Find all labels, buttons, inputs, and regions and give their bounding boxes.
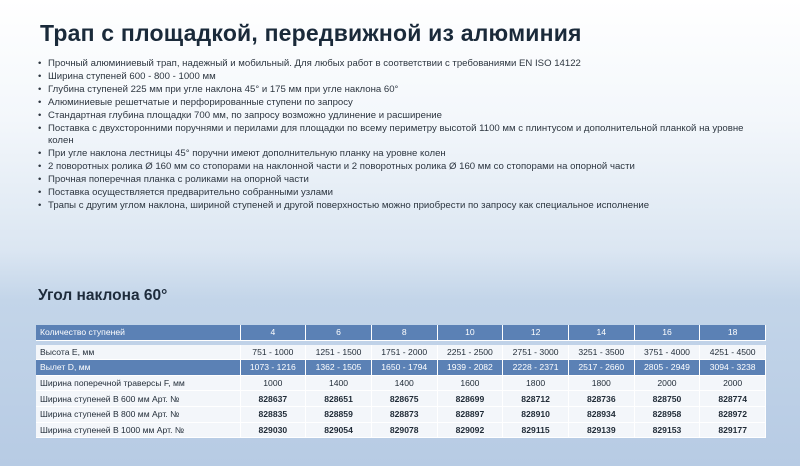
feature-item: • Глубина ступеней 225 мм при угле наклона 45° и 175 мм при угле наклона 60°	[38, 84, 768, 97]
table-cell: 1251 - 1500	[306, 345, 372, 360]
table-cell: 828675	[371, 391, 437, 407]
feature-item: • Алюминиевые решетчатые и перфорированные ступени по запросу	[38, 97, 768, 110]
table-cell: 828712	[503, 391, 569, 407]
section-title: Угол наклона 60°	[38, 287, 168, 304]
header-steps-cell: 14	[568, 325, 634, 340]
table-cell: 3094 - 3238	[700, 360, 766, 376]
table-cell: 828699	[437, 391, 503, 407]
feature-item: • Поставка осуществляется предварительно собранными узлами	[38, 187, 768, 200]
feature-item: • Ширина ступеней 600 - 800 - 1000 мм	[38, 71, 768, 84]
table-cell: 829078	[371, 422, 437, 438]
row-label: Ширина ступеней В 1000 мм Арт. №	[36, 422, 240, 438]
header-steps-cell: 16	[634, 325, 700, 340]
table-row	[36, 375, 766, 391]
header-steps-cell: 18	[700, 325, 766, 340]
table-row	[36, 406, 766, 422]
header-steps-cell: 6	[306, 325, 372, 340]
row-label: Высота Е, мм	[36, 345, 240, 360]
header-steps-cell: 8	[371, 325, 437, 340]
table-cell: 2805 - 2949	[634, 360, 700, 376]
row-label: Вылет D, мм	[36, 360, 240, 376]
table-cell: 3251 - 3500	[568, 345, 634, 360]
table-cell: 829139	[568, 422, 634, 438]
table-cell: 829030	[240, 422, 306, 438]
table-cell: 1000	[240, 375, 306, 391]
table-cell: 2751 - 3000	[503, 345, 569, 360]
table-cell: 1800	[503, 375, 569, 391]
feature-item: • При угле наклона лестницы 45° поручни имеют дополнительную планку на уровне колен	[38, 148, 768, 161]
table-cell: 4251 - 4500	[700, 345, 766, 360]
table-cell: 2000	[700, 375, 766, 391]
table-cell: 829054	[306, 422, 372, 438]
header-steps-cell: 4	[240, 325, 306, 340]
table-cell: 2000	[634, 375, 700, 391]
table-cell: 2228 - 2371	[503, 360, 569, 376]
feature-item: • 2 поворотных ролика Ø 160 мм со стопорами на наклонной части и 2 поворотных ролика Ø 160 мм со стопорами на опорной части	[38, 161, 768, 174]
page-title: Трап с площадкой, передвижной из алюминия	[40, 20, 582, 46]
row-label: Ширина ступеней В 600 мм Арт. №	[36, 391, 240, 407]
table-cell: 829115	[503, 422, 569, 438]
table-cell: 828897	[437, 406, 503, 422]
table-cell: 828910	[503, 406, 569, 422]
feature-item: • Стандартная глубина площадки 700 мм, по запросу возможно удлинение и расширение	[38, 110, 768, 123]
table-cell: 1800	[568, 375, 634, 391]
table-cell: 1600	[437, 375, 503, 391]
spec-table	[36, 325, 766, 438]
feature-item: • Прочная поперечная планка с роликами на опорной части	[38, 174, 768, 187]
feature-item: • Трапы с другим углом наклона, шириной ступеней и другой поверхностью можно приобрести по запросу как специальное исполнение	[38, 200, 768, 213]
table-cell: 1650 - 1794	[371, 360, 437, 376]
table-cell: 3751 - 4000	[634, 345, 700, 360]
table-cell: 1400	[371, 375, 437, 391]
table-cell: 828958	[634, 406, 700, 422]
table-row	[36, 391, 766, 407]
feature-item: • Прочный алюминиевый трап, надежный и мобильный. Для любых работ в соответствии с требованиями EN ISO 14122	[38, 58, 768, 71]
table-cell: 828835	[240, 406, 306, 422]
table-cell: 829092	[437, 422, 503, 438]
table-cell: 1400	[306, 375, 372, 391]
table-row	[36, 422, 766, 438]
header-steps-cell: 10	[437, 325, 503, 340]
table-row	[36, 360, 766, 376]
table-cell: 1751 - 2000	[371, 345, 437, 360]
table-cell: 2517 - 2660	[568, 360, 634, 376]
table-header-row	[36, 325, 766, 340]
table-cell: 828873	[371, 406, 437, 422]
table-cell: 828934	[568, 406, 634, 422]
table-cell: 2251 - 2500	[437, 345, 503, 360]
feature-item: • Поставка с двухсторонними поручнями и перилами для площадки по всему периметру высотой 1100 мм с плинтусом и дополнительной планкой на уровне колен	[38, 123, 768, 149]
table-cell: 829177	[700, 422, 766, 438]
table-cell: 828750	[634, 391, 700, 407]
table-cell: 828736	[568, 391, 634, 407]
header-steps-cell: 12	[503, 325, 569, 340]
table-cell: 1362 - 1505	[306, 360, 372, 376]
table-cell: 1073 - 1216	[240, 360, 306, 376]
row-label: Ширина поперечной траверсы F, мм	[36, 375, 240, 391]
table-cell: 751 - 1000	[240, 345, 306, 360]
table-row	[36, 345, 766, 360]
table-cell: 829153	[634, 422, 700, 438]
table-cell: 828651	[306, 391, 372, 407]
row-label: Ширина ступеней В 800 мм Арт. №	[36, 406, 240, 422]
feature-list	[38, 58, 768, 213]
table-cell: 828859	[306, 406, 372, 422]
table-cell: 1939 - 2082	[437, 360, 503, 376]
table-cell: 828972	[700, 406, 766, 422]
table-cell: 828774	[700, 391, 766, 407]
table-cell: 828637	[240, 391, 306, 407]
header-label: Количество ступеней	[36, 325, 240, 340]
